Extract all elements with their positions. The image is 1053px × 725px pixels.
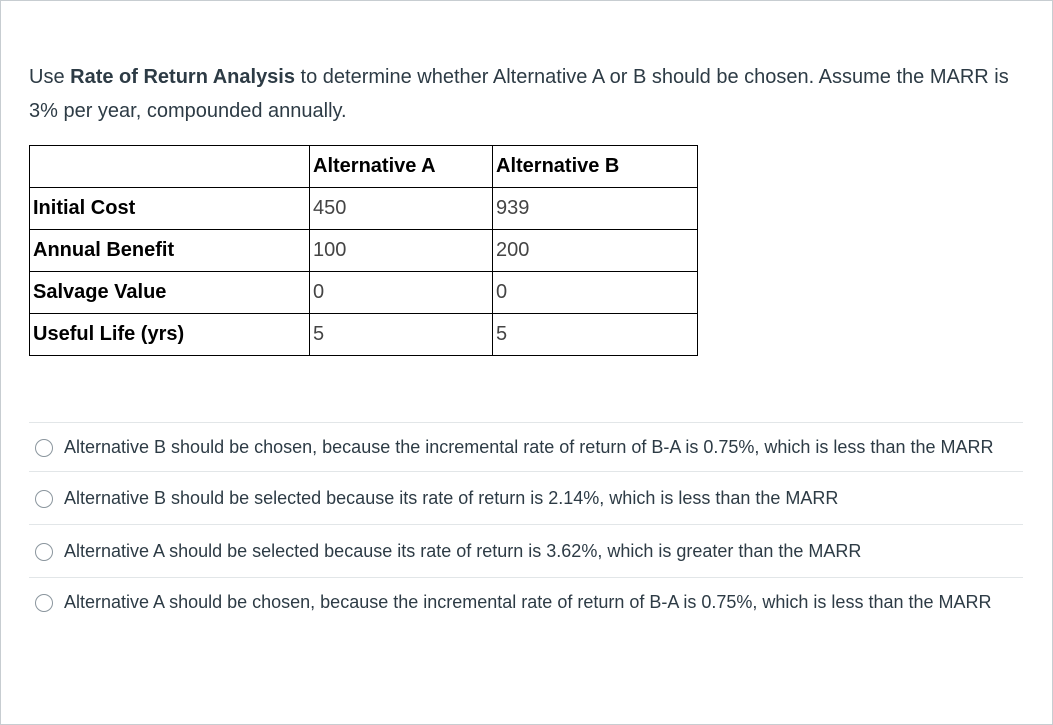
question-suffix: to determine whether Alternative A or B should be chosen. Assume the MARR is 3% per year, compounded annually.: [29, 66, 1009, 122]
answer-option-2[interactable]: [29, 471, 1023, 524]
answer-option-text: Alternative B should be selected because its rate of return is 2.14%, which is less than the MARR: [64, 488, 839, 508]
alt-a-value: 100: [310, 230, 493, 272]
alt-b-value: 5: [493, 314, 698, 356]
answer-option-3[interactable]: [29, 524, 1023, 577]
question-text: [29, 60, 1029, 128]
alt-a-value: 450: [310, 188, 493, 230]
alt-b-value: 200: [493, 230, 698, 272]
row-label: Salvage Value: [30, 272, 310, 314]
table-header-row: [30, 146, 698, 188]
answer-options: [29, 422, 1023, 626]
radio-button[interactable]: [35, 439, 53, 457]
table-row: [30, 272, 698, 314]
table-header-cell: [30, 146, 310, 188]
table-row: [30, 188, 698, 230]
alt-a-value: 5: [310, 314, 493, 356]
answer-option-text: Alternative A should be chosen, because the incremental rate of return of B-A is 0.75%, which is less than the MARR: [64, 592, 992, 612]
alt-b-value: 939: [493, 188, 698, 230]
radio-button[interactable]: [35, 594, 53, 612]
alt-a-value: 0: [310, 272, 493, 314]
table-row: [30, 314, 698, 356]
alternatives-table: [29, 145, 698, 356]
radio-button[interactable]: [35, 490, 53, 508]
question-prefix: Use: [29, 66, 71, 88]
answer-option-1[interactable]: [29, 422, 1023, 471]
row-label: Annual Benefit: [30, 230, 310, 272]
alt-b-value: 0: [493, 272, 698, 314]
table-header-cell: Alternative A: [310, 146, 493, 188]
answer-option-4[interactable]: [29, 577, 1023, 626]
answer-option-text: Alternative B should be chosen, because the incremental rate of return of B-A is 0.75%, which is less than the MARR: [64, 437, 994, 457]
answer-option-text: Alternative A should be selected because its rate of return is 3.62%, which is greater than the MARR: [64, 541, 862, 561]
radio-button[interactable]: [35, 543, 53, 561]
row-label: Useful Life (yrs): [30, 314, 310, 356]
row-label: Initial Cost: [30, 188, 310, 230]
question-emphasis: Rate of Return Analysis: [70, 66, 295, 88]
table-header-cell: Alternative B: [493, 146, 698, 188]
table-row: [30, 230, 698, 272]
